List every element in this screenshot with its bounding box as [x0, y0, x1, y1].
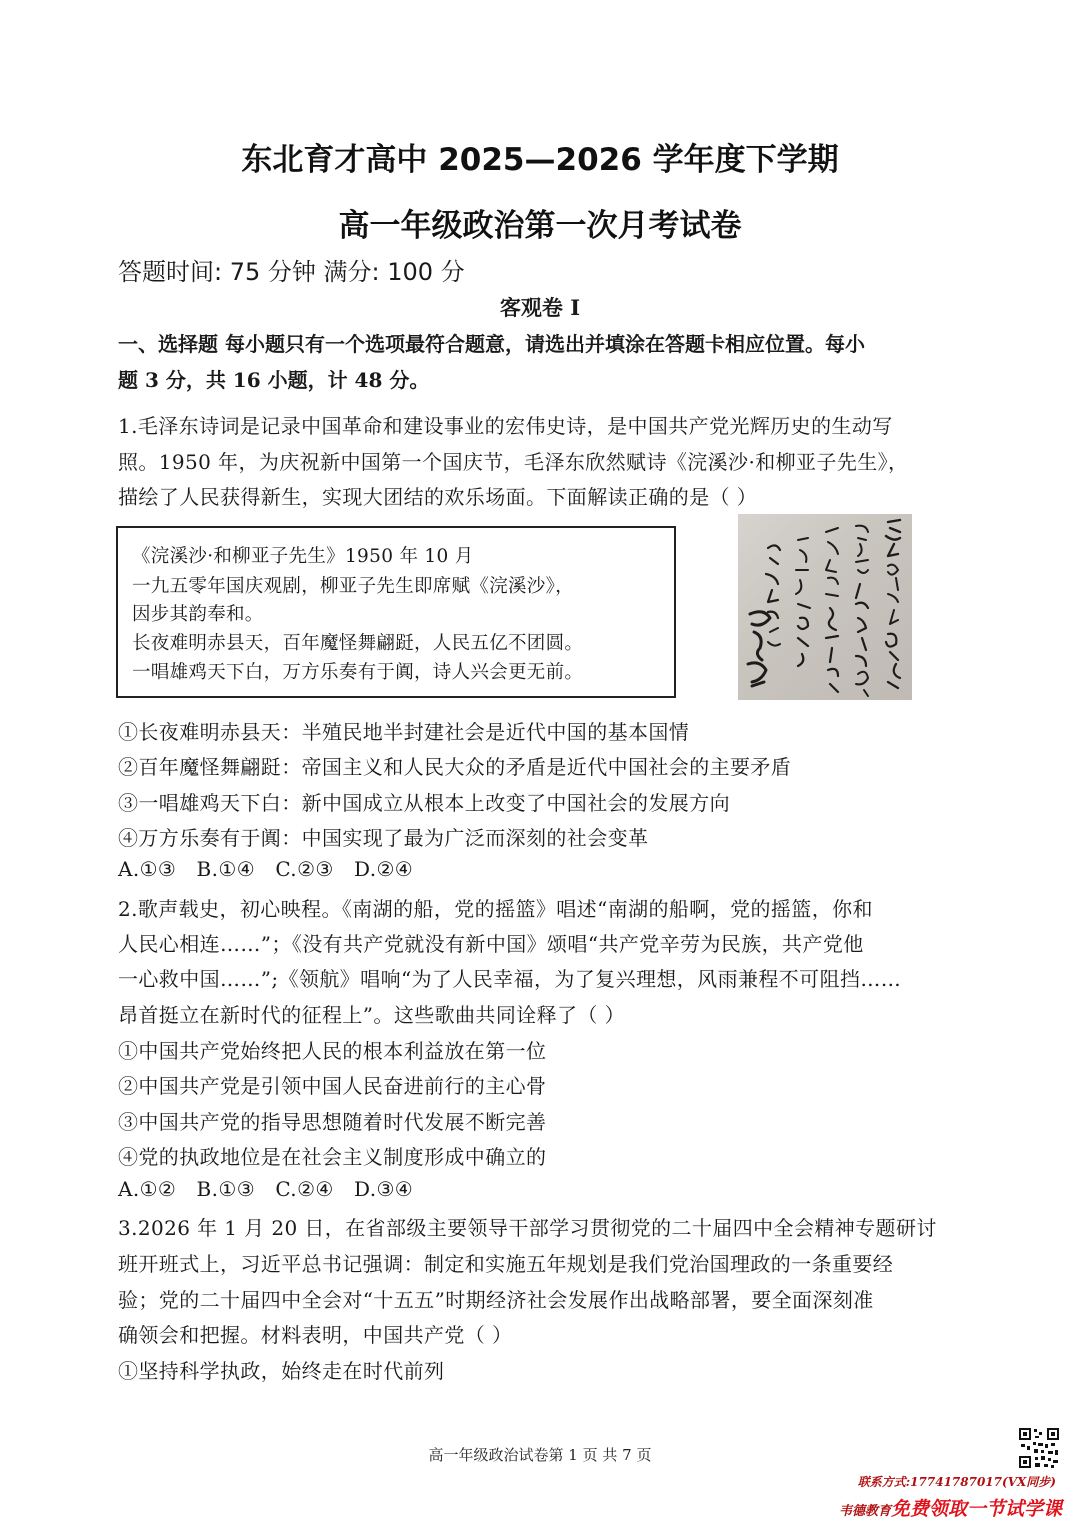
calligraphy-strokes	[738, 514, 912, 700]
q2-statement-3: ③中国共产党的指导思想随着时代发展不断完善	[118, 1110, 547, 1134]
q1-statement-2: ②百年魔怪舞翩跹：帝国主义和人民大众的矛盾是近代中国社会的主要矛盾	[118, 755, 792, 779]
promo-banner	[839, 1494, 1062, 1521]
q1-stem-line2: 照。1950 年，为庆祝新中国第一个国庆节，毛泽东欣然赋诗《浣溪沙·和柳亚子先生》，	[118, 450, 909, 474]
q2-statement-1: ①中国共产党始终把人民的根本利益放在第一位	[118, 1039, 547, 1063]
calligraphy-image	[738, 514, 912, 700]
q1-poem-line: 一唱雄鸡天下白，万方乐奏有于阗，诗人兴会更无前。	[132, 662, 584, 683]
qr-code-icon[interactable]	[1017, 1426, 1061, 1470]
promo-text: 免费领取一节试学课	[890, 1498, 1062, 1520]
exam-title-line2: 高一年级政治第一次月考试卷	[338, 208, 742, 244]
promo-brand: 韦德教育	[838, 1504, 891, 1519]
contact-info: 联系方式:17741787017(VX同步)	[857, 1475, 1056, 1489]
section-name: 客观卷 I	[499, 295, 581, 320]
exam-title-line1: 东北育才高中 2025—2026 学年度下学期	[241, 142, 839, 178]
exam-time-info: 答题时间: 75 分钟 满分: 100 分	[118, 258, 465, 286]
q1-statement-3: ③一唱雄鸡天下白：新中国成立从根本上改变了中国社会的发展方向	[118, 791, 730, 815]
q1-statement-4: ④万方乐奏有于阗：中国实现了最为广泛而深刻的社会变革	[118, 826, 649, 850]
q2-stem-line1: 2.歌声载史，初心映程。《南湖的船，党的摇篮》唱述“南湖的船啊，党的摇篮，你和	[118, 897, 873, 921]
q1-poem-line: 一九五零年国庆观剧，柳亚子先生即席赋《浣溪沙》，	[132, 576, 574, 597]
q1-stem-line3: 描绘了人民获得新生，实现大团结的欢乐场面。下面解读正确的是（ ）	[118, 485, 758, 509]
q3-stem-line4: 确领会和把握。材料表明，中国共产党（ ）	[118, 1323, 513, 1347]
page-footer: 高一年级政治试卷第 1 页 共 7 页	[428, 1446, 652, 1464]
q3-stem-line3: 验；党的二十届四中全会对“十五五”时期经济社会发展作出战略部署，要全面深刻准	[118, 1288, 874, 1312]
q3-stem-line2: 班开班式上，习近平总书记强调：制定和实施五年规划是我们党治国理政的一条重要经	[118, 1252, 894, 1276]
q2-stem-line2: 人民心相连……”；《没有共产党就没有新中国》颂唱“共产党辛劳为民族，共产党他	[118, 932, 864, 956]
q1-poem-box	[116, 526, 676, 698]
q2-stem-line3: 一心救中国……”;《领航》唱响“为了人民幸福，为了复兴理想，风雨兼程不可阻挡……	[118, 967, 902, 991]
q2-options: A.①② B.①③ C.②④ D.③④	[118, 1177, 414, 1201]
section-instructions-line1: 一、选择题 每小题只有一个选项最符合题意，请选出并填涂在答题卡相应位置。每小	[118, 332, 865, 356]
q1-poem-line: 因步其韵奉和。	[132, 604, 264, 625]
q1-statement-1: ①长夜难明赤县天：半殖民地半封建社会是近代中国的基本国情	[118, 720, 690, 744]
q1-poem-line: 《浣溪沙·和柳亚子先生》1950 年 10 月	[132, 546, 474, 567]
q2-statement-4: ④党的执政地位是在社会主义制度形成中确立的	[118, 1145, 547, 1169]
section-instructions-line2: 题 3 分，共 16 小题，计 48 分。	[118, 368, 430, 392]
q1-options: A.①③ B.①④ C.②③ D.②④	[118, 857, 414, 881]
q2-statement-2: ②中国共产党是引领中国人民奋进前行的主心骨	[118, 1074, 547, 1098]
q2-stem-line4: 昂首挺立在新时代的征程上”。这些歌曲共同诠释了（ ）	[118, 1003, 625, 1027]
q3-statement-1: ①坚持科学执政，始终走在时代前列	[118, 1359, 445, 1383]
q1-stem-line1: 1.毛泽东诗词是记录中国革命和建设事业的宏伟史诗，是中国共产党光辉历史的生动写	[118, 414, 893, 438]
q1-poem-line: 长夜难明赤县天，百年魔怪舞翩跹，人民五亿不团圆。	[132, 633, 584, 654]
q3-stem-line1: 3.2026 年 1 月 20 日，在省部级主要领导干部学习贯彻党的二十届四中全会精神专题研讨	[118, 1216, 937, 1240]
